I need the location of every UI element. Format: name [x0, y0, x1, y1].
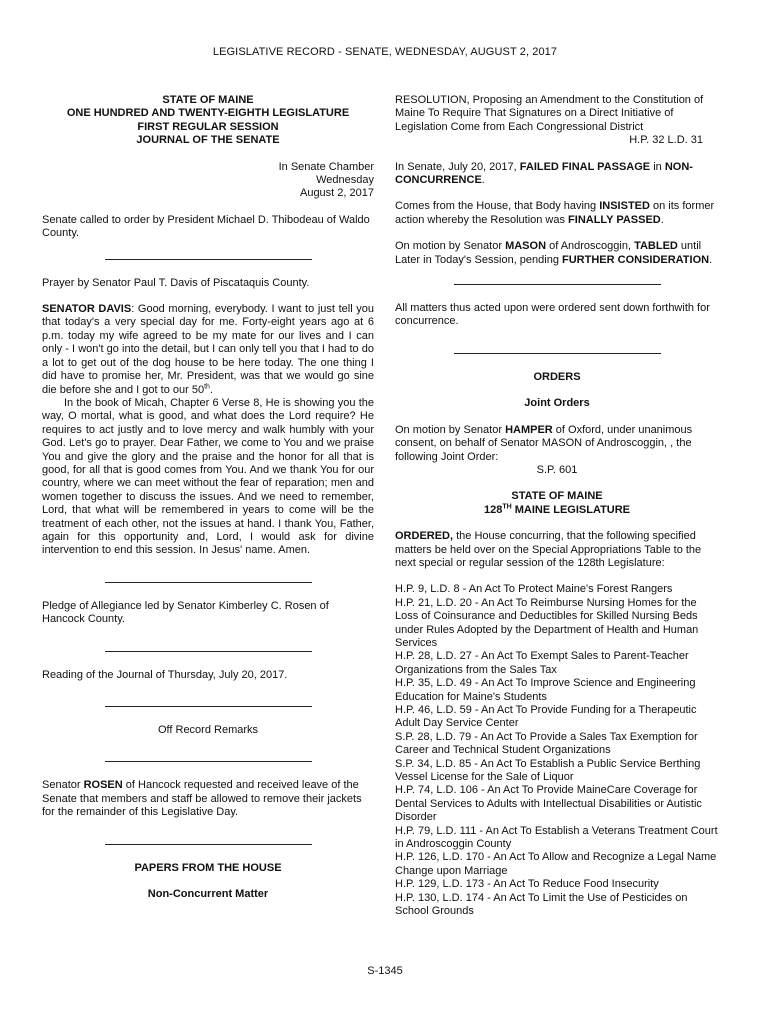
called-to-order: Senate called to order by President Michael D. Thibodeau of Waldo County. [42, 213, 370, 240]
held-over-list [395, 583, 719, 918]
sp-ref: S.P. 601 [536, 463, 578, 476]
divider [105, 706, 312, 707]
page-header: LEGISLATIVE RECORD - SENATE, WEDNESDAY, AUGUST 2, 2017 [212, 46, 558, 58]
list-item: H.P. 126, L.D. 170 - An Act To Allow and Recognize a Legal Name Change upon Marriage [395, 851, 717, 877]
mason-motion: On motion by Senator MASON of Androscoggin, TABLED until Later in Today's Session, pending FURTHER CONSIDERATION. [395, 240, 713, 266]
resolution-ref: H.P. 32 L.D. 31 [629, 134, 703, 147]
divider [105, 259, 312, 260]
speaker-name: SENATOR DAVIS [42, 303, 132, 316]
journal-reading: Reading of the Journal of Thursday, July 20, 2017. [42, 668, 288, 681]
page-number: S-1345 [367, 965, 403, 977]
ordered-paragraph: ORDERED, the House concurring, that the following specified matters be held over on the Special Appropriations Table to the next special or regular session of the 128th Legislature: [395, 530, 702, 569]
list-item: H.P. 79, L.D. 111 - An Act To Establish a Veterans Treatment Court in Androscoggin County [395, 824, 718, 851]
left-column [42, 94, 374, 901]
prayer-line: Prayer by Senator Paul T. Davis of Piscataquis County. [42, 276, 310, 289]
list-item: H.P. 74, L.D. 106 - An Act To Provide MaineCare Coverage for Dental Services to Adults with Intellectual Disabilities or Autistic Disorder [395, 784, 702, 824]
list-item: S.P. 34, L.D. 85 - An Act To Establish a Public Service Berthing Vessel License for the Sale of Liquor [395, 757, 701, 784]
off-record-remarks: Off Record Remarks [157, 724, 259, 736]
order-legislature-heading: 128TH MAINE LEGISLATURE [483, 503, 631, 516]
divider [105, 761, 312, 762]
list-item: H.P. 130, L.D. 174 - An Act To Limit the Use of Pesticides on School Grounds [395, 891, 688, 918]
list-item: H.P. 129, L.D. 173 - An Act To Reduce Food Insecurity [395, 878, 659, 891]
list-item: H.P. 35, L.D. 49 - An Act To Improve Science and Engineering Education for Maine's Students [395, 677, 696, 703]
prayer-speech: SENATOR DAVIS: Good morning, everybody. I want to just tell you that today's a very special day for me. Forty-eight years ago at 6 p.m. today my wife agreed to be my mate for our lives and I can only - I won't go into the detail, but I can only tell you that I had to do a lot to get out of the dog house to be here today. The one thing I did have to promise her, Mr. President, was that we would go sine die before she and I got to our 50th. [42, 303, 375, 396]
chamber-dateline: In Senate Chamber Wednesday August 2, 2017 [278, 160, 374, 200]
list-item: H.P. 28, L.D. 27 - An Act To Exempt Sales to Parent-Teacher Organizations from the Sales Tax [395, 650, 689, 676]
divider [105, 582, 312, 583]
list-item: H.P. 21, L.D. 20 - An Act To Reimburse Nursing Homes for the Loss of Coinsurance and Deductibles for Skilled Nursing Beds under Rules Adopted by the Department of Health and Human Services [395, 596, 699, 649]
subheading-joint-orders: Joint Orders [524, 397, 590, 410]
resolution-title: RESOLUTION, Proposing an Amendment to the Constitution of Maine To Require That Signatures on a Direct Initiative of Legislation Come from Each Congressional District [395, 94, 704, 133]
journal-title: STATE OF MAINE ONE HUNDRED AND TWENTY-EIGHTH LEGISLATURE FIRST REGULAR SESSION JOURNAL OF THE SENATE [66, 94, 350, 147]
subheading-nonconcurrent: Non-Concurrent Matter [147, 888, 269, 901]
divider [105, 844, 312, 845]
right-column [395, 94, 719, 919]
section-heading-papers: PAPERS FROM THE HOUSE [134, 861, 282, 874]
order-state-heading: STATE OF MAINE [511, 490, 603, 503]
pledge-line: Pledge of Allegiance led by Senator Kimberley C. Rosen of Hancock County. [42, 599, 329, 626]
in-senate-action: In Senate, July 20, 2017, FAILED FINAL PASSAGE in NON-CONCURRENCE. [395, 160, 693, 187]
divider [105, 651, 312, 652]
divider [454, 284, 661, 285]
prayer-speech-continued: In the book of Micah, Chapter 6 Verse 8, He is showing you the way, O mortal, what is good, and what does the Lord require? He requires to act justly and to love mercy and walk humbly with your God. Let's go to prayer. Dear Father, we come to You and we praise You and give the glory and the praise and the honor for all that is good, for all that is good comes from You. And we thank You for our country, where we can meet without the fear of reparation; men and women together to discuss the issues. And we need to remember, Lord, that what will be remembered in years to come will be the treatment of each other, not the issues at hand. I thank You, Father, again for this opportunity and, Lord, I would ask for divine intervention to end this session. In Jesus' name. Amen. [42, 396, 374, 557]
list-item: H.P. 9, L.D. 8 - An Act To Protect Maine's Forest Rangers [395, 583, 673, 596]
house-action: Comes from the House, that Body having INSISTED on its former action whereby the Resolution was FINALLY PASSED. [395, 200, 715, 226]
rosen-leave: Senator ROSEN of Hancock requested and received leave of the Senate that members and staff be allowed to remove their jackets for the remainder of this Legislative Day. [42, 779, 362, 819]
list-item: S.P. 28, L.D. 79 - An Act To Provide a Sales Tax Exemption for Career and Technical Student Organizations [395, 730, 698, 757]
hamper-motion: On motion by Senator HAMPER of Oxford, under unanimous consent, on behalf of Senator MASON of Androscoggin, , the following Joint Order: [395, 423, 693, 463]
list-item: H.P. 46, L.D. 59 - An Act To Provide Funding for a Therapeutic Adult Day Service Center [395, 704, 697, 730]
divider [454, 353, 661, 354]
section-heading-orders: ORDERS [533, 370, 581, 383]
all-matters-line: All matters thus acted upon were ordered sent down forthwith for concurrence. [395, 302, 710, 328]
